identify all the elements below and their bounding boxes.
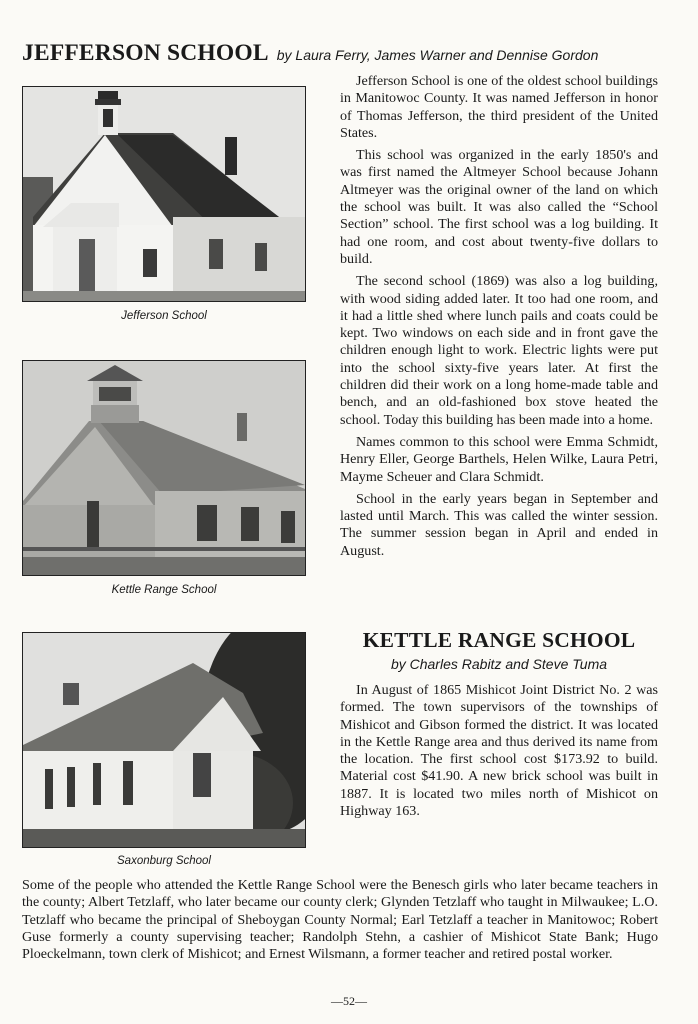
photo-caption: Kettle Range School	[111, 584, 217, 596]
article-body	[340, 682, 658, 825]
closing-paragraph: Some of the people who attended the Kettle Range School were the Benesch girls who later became teachers in the county; Albert Tetzlaff, who later became our county clerk; Glynden Tetzlaff who taught in Milwaukee; L.O. Tetzlaff who became the principal of Sheboygan County Normal; Earl Tetzlaff a teacher in Manitowoc; Robert Guse formerly a county supervising teacher; Randolph Stehn, a cashier of Mishicot State Bank; Hugo Ploeckelmann, town clerk of Mishicot; and Ernest Wilsmann, a former teacher and retired postal worker.	[22, 877, 658, 963]
page-number: —52—	[331, 994, 367, 1008]
paragraph: The second school (1869) was also a log building, with wood siding added later. It too had one room, and it had a little shed where lunch pails and coats could be kept. Two windows on each side and in front gave the children enough light to work. Electric lights were put into the school sixty-five years later. At first the children did their work on a long home-made table and bench, and an old-fashioned box stove heated the school. Today this building has been made into a home.	[340, 273, 658, 428]
paragraph: Names common to this school were Emma Schmidt, Henry Eller, George Barthels, Helen Wilke, Laura Petri, Mayme Scheuer and Clara Schmidt.	[340, 433, 658, 485]
schoolhouse-image	[23, 633, 305, 847]
schoolhouse-image	[23, 361, 305, 575]
photo-kettle-range-school	[22, 360, 306, 576]
article-body	[340, 73, 658, 565]
schoolhouse-image	[23, 87, 305, 301]
photo-caption: Saxonburg School	[117, 855, 211, 867]
photo-caption: Jefferson School	[121, 310, 207, 322]
photo-jefferson-school	[22, 86, 306, 302]
paragraph: This school was organized in the early 1850's and was first named the Altmeyer School because Johann Altmeyer was the original owner of the land on which the school was built. It was also called the “School Section” school. The first school was a log building. It had one room, and cost about twenty-five dollars to build.	[340, 147, 658, 267]
article-title: JEFFERSON SCHOOL	[22, 40, 269, 66]
article-title: KETTLE RANGE SCHOOL	[362, 628, 636, 652]
paragraph: In August of 1865 Mishicot Joint District No. 2 was formed. The town supervisors of the townships of Mishicot and Gibson formed the district. It was located in the Kettle Range area and thus derived its name from the location. The first school cost $173.92 to build. Material cost $41.90. A new brick school was built in 1887. It is located two miles north of Mishicot on Highway 163.	[340, 682, 658, 820]
article-heading	[22, 40, 682, 67]
paragraph: School in the early years began in September and lasted until March. This was called the winter session. The summer session began in April and ended in August.	[340, 490, 658, 559]
paragraph: Jefferson School is one of the oldest school buildings in Manitowoc County. It was named Jefferson in honor of Thomas Jefferson, the third president of the United States.	[340, 73, 658, 141]
photo-saxonburg-school	[22, 632, 306, 848]
article-byline: by Laura Ferry, James Warner and Dennise Gordon	[276, 47, 599, 63]
article-byline: by Charles Rabitz and Steve Tuma	[390, 656, 608, 672]
